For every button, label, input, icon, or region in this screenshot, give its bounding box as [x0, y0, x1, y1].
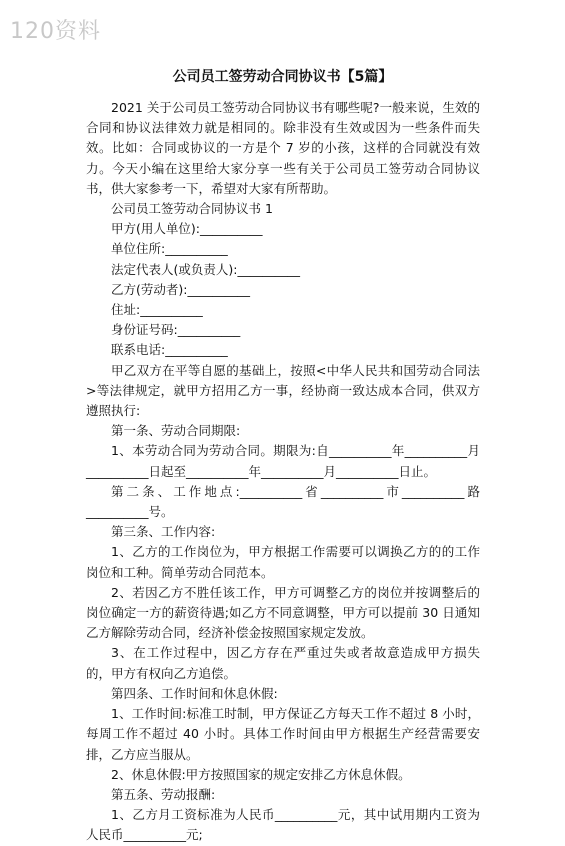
paragraph: 法定代表人(或负责人):__________	[111, 261, 300, 277]
paragraph: 甲乙双方在平等自愿的基础上，按照<中华人民共和国劳动合同法>等法律规定，就甲方招用乙方一事，经协商一致达成本合同，供双方遵照执行:	[86, 362, 480, 419]
document-title: 公司员工签劳动合同协议书【5篇】	[172, 69, 393, 85]
paragraph: 第一条、劳动合同期限:	[111, 423, 241, 439]
paragraph: 3、在工作过程中，因乙方存在严重过失或者故意造成甲方损失的，甲方有权向乙方追偿。	[86, 645, 480, 681]
watermark: 120资料	[10, 19, 101, 44]
paragraph: 身份证号码:__________	[111, 322, 241, 338]
paragraph: 第五条、劳动报酬:	[111, 786, 216, 802]
paragraph: 公司员工签劳动合同协议书 1	[111, 201, 273, 217]
paragraph: 第二条、工作地点:__________省__________市__________路__________号。	[86, 483, 480, 520]
paragraph: 联系电话:__________	[111, 342, 228, 358]
paragraph: 2021 关于公司员工签劳动合同协议书有哪些呢?一般来说，生效的合同和协议法律效力就是相同的。除非没有生效或因为一些条件而失效。比如：合同或协议的一方是个 7 岁的小孩，这样的合同就没有效力。今天小编在这里给大家分享一些有关于公司员工签劳动合同协议书，供大家参考一下，希望对大家有所帮助。	[86, 100, 480, 196]
paragraph: 第四条、工作时间和休息休假:	[111, 685, 278, 701]
paragraph: 1、乙方的工作岗位为，甲方根据工作需要可以调换乙方的的工作岗位和工种。简单劳动合同范本。	[86, 544, 480, 580]
paragraph: 第三条、工作内容:	[111, 524, 216, 540]
paragraph: 2、休息休假:甲方按照国家的规定安排乙方休息休假。	[111, 766, 411, 782]
paragraph: 乙方(劳动者):__________	[111, 281, 250, 297]
paragraph: 甲方(用人单位):__________	[111, 221, 263, 237]
paragraph: 住址:__________	[111, 302, 203, 318]
document-body	[86, 98, 480, 846]
paragraph: 1、乙方月工资标准为人民币__________元，其中试用期内工资为人民币__________元;	[86, 807, 480, 843]
paragraph: 单位住所:__________	[111, 241, 228, 257]
paragraph: 1、本劳动合同为劳动合同。期限为:自__________年__________月__________日起至__________年__________月__________日止。	[86, 443, 480, 479]
paragraph: 1、工作时间:标准工时制，甲方保证乙方每天工作不超过 8 小时，每周工作不超过 40 小时。具体工作时间由甲方根据生产经营需要安排，乙方应当服从。	[86, 706, 480, 762]
paragraph: 2、若因乙方不胜任该工作，甲方可调整乙方的岗位并按调整后的岗位确定一方的薪资待遇;如乙方不同意调整，甲方可以提前 30 日通知乙方解除劳动合同，经济补偿金按照国家规定发放。	[86, 584, 480, 641]
